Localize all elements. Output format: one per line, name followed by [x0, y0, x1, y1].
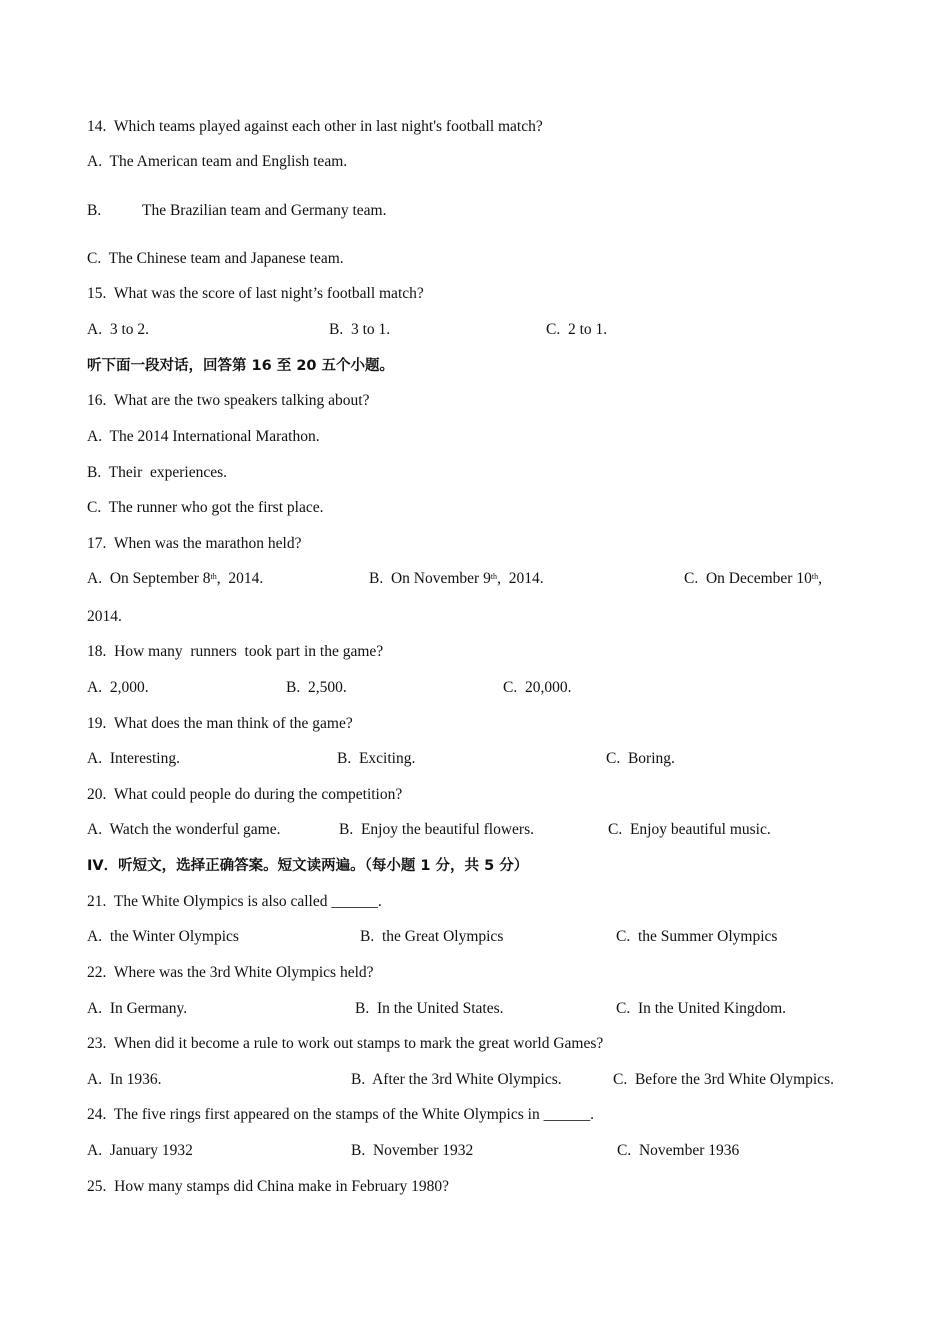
q14-option-a: A. The American team and English team.: [87, 153, 348, 170]
q15-option-c: C. 2 to 1.: [546, 321, 608, 338]
q23-option-a: A. In 1936.: [87, 1071, 162, 1088]
q24-option-b: B. November 1932: [351, 1142, 474, 1159]
q17-option-c-continued: 2014.: [87, 608, 122, 625]
q18-option-a: A. 2,000.: [87, 679, 149, 696]
q18-option-b: B. 2,500.: [286, 679, 347, 696]
question-23: 23. When did it become a rule to work out stamps to mark the great world Games?: [87, 1035, 604, 1052]
q21-option-c: C. the Summer Olympics: [616, 928, 778, 945]
question-20: 20. What could people do during the competition?: [87, 786, 403, 803]
q14-option-b: The Brazilian team and Germany team.: [142, 202, 387, 219]
q19-option-a: A. Interesting.: [87, 750, 180, 767]
question-19: 19. What does the man think of the game?: [87, 715, 353, 732]
q16-option-c: C. The runner who got the first place.: [87, 499, 324, 516]
section-heading-iv: IV．听短文，选择正确答案。短文读两遍。（每小题 1 分，共 5 分）: [87, 858, 529, 874]
q14-option-c: C. The Chinese team and Japanese team.: [87, 250, 344, 267]
question-21: 21. The White Olympics is also called ______.: [87, 893, 382, 910]
q19-option-c: C. Boring.: [606, 750, 675, 767]
q15-option-a: A. 3 to 2.: [87, 321, 149, 338]
question-17: 17. When was the marathon held?: [87, 535, 302, 552]
q21-option-a: A. the Winter Olympics: [87, 928, 239, 945]
q20-option-a: A. Watch the wonderful game.: [87, 821, 281, 838]
q17-option-c: C. On December 10th,: [684, 570, 822, 587]
q23-option-b: B. After the 3rd White Olympics.: [351, 1071, 562, 1088]
question-16: 16. What are the two speakers talking about?: [87, 392, 370, 409]
q18-option-c: C. 20,000.: [503, 679, 572, 696]
q20-option-b: B. Enjoy the beautiful flowers.: [339, 821, 534, 838]
question-18: 18. How many runners took part in the game?: [87, 643, 384, 660]
question-22: 22. Where was the 3rd White Olympics held?: [87, 964, 374, 981]
q22-option-b: B. In the United States.: [355, 1000, 504, 1017]
q22-option-a: A. In Germany.: [87, 1000, 188, 1017]
q20-option-c: C. Enjoy beautiful music.: [608, 821, 771, 838]
q24-option-c: C. November 1936: [617, 1142, 740, 1159]
q19-option-b: B. Exciting.: [337, 750, 416, 767]
question-15: 15. What was the score of last night’s football match?: [87, 285, 424, 302]
question-14: 14. Which teams played against each other in last night's football match?: [87, 118, 543, 135]
question-24: 24. The five rings first appeared on the stamps of the White Olympics in ______.: [87, 1106, 594, 1123]
q24-option-a: A. January 1932: [87, 1142, 193, 1159]
q15-option-b: B. 3 to 1.: [329, 321, 391, 338]
q16-option-a: A. The 2014 International Marathon.: [87, 428, 320, 445]
q17-option-b: B. On November 9th, 2014.: [369, 570, 544, 587]
q21-option-b: B. the Great Olympics: [360, 928, 504, 945]
q16-option-b: B. Their experiences.: [87, 464, 228, 481]
q14-option-b-letter: B.: [87, 202, 102, 219]
q17-option-a: A. On September 8th, 2014.: [87, 570, 264, 587]
section-heading-16-20: 听下面一段对话，回答第 16 至 20 五个小题。: [87, 358, 395, 374]
q22-option-c: C. In the United Kingdom.: [616, 1000, 787, 1017]
q23-option-c: C. Before the 3rd White Olympics.: [613, 1071, 834, 1088]
question-25: 25. How many stamps did China make in February 1980?: [87, 1178, 450, 1195]
